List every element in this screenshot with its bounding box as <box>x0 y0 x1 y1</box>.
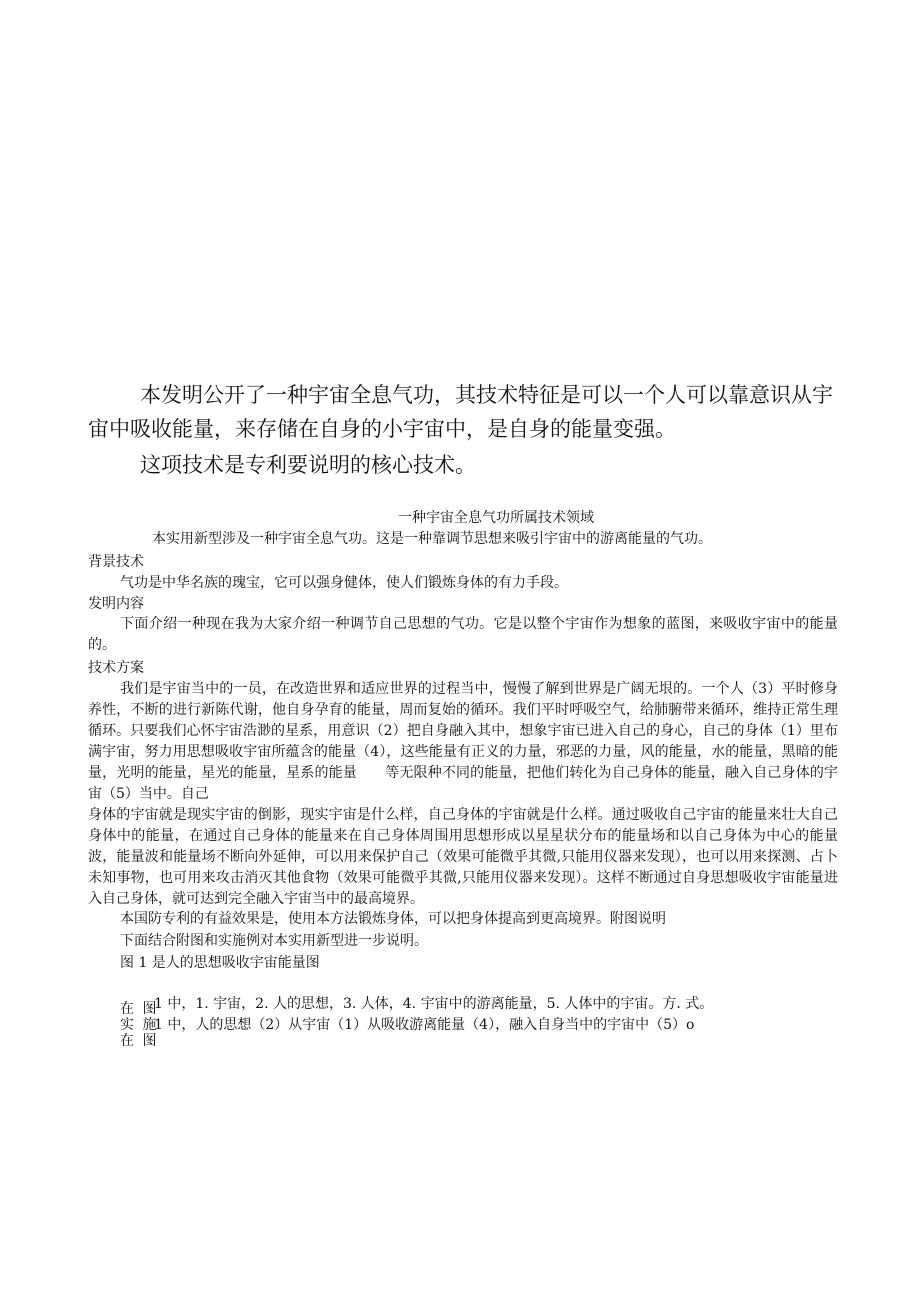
background-text: 气功是中华名族的瑰宝，它可以强身健体，使人们锻炼身体的有力手段。 <box>120 575 568 591</box>
field-text: 本实用新型涉及一种宇宙全息气功。这是一种靠调节思想来吸引宇宙中的游离能量的气功。 <box>152 531 712 547</box>
section-title: 一种宇宙全息气功所属技术领域 <box>398 510 594 526</box>
abstract-paragraph: 本发明公开了一种宇宙全息气功，其技术特征是可以一个人可以靠意识从宇宙中吸收能量，来存储在自身的小宇宙中，是自身的能量变强。 <box>88 383 833 441</box>
abstract <box>88 378 838 482</box>
abstract-core-statement: 这项技术是专利要说明的核心技术。 <box>140 453 476 477</box>
background-heading: 背景技术 <box>88 554 144 570</box>
figure-caption: 图 1 是人的思想吸收宇宙能量图 <box>120 955 320 971</box>
scheme-text-part-1: 我们是宇宙当中的一员，在改造世界和适应世界的过程当中，慢慢了解到世界是广阔无垠的。一个人（3）平时修身养性，不断的进行新陈代谢，他自身孕育的能量，周而复始的循环。我们平时呼吸空气，给肺腑带来循环，维持正常生理循环。只要我们心怀宇宙浩渺的星系，用意识（2）把自身融入其中，想象宇宙已进入自己的身心，自己的身体（1）里布满宇宙，努力用思想吸收宇宙所蕴含的能量（4），这些能量有正义的力量，邪恶的力量，风的能量，水的能量，黑暗的能量，光明的能量，星光的能量，星系的能量 等无限种不同的能量，把他们转化为自己身体的能量，融入自己身体的宇宙（5）当中。自己 <box>88 681 838 802</box>
figure-intro: 下面结合附图和实施例对本实用新型进一步说明。 <box>120 933 428 949</box>
scheme-text-part-2: 身体的宇宙就是现实宇宙的倒影，现实宇宙是什么样，自己身体的宇宙就是什么样。通过吸收自己宇宙的能量来壮大自己身体中的能量，在通过自己身体的能量来在自己身体周围用思想形成以星星状分布的能量场和以自己身体为中心的能量波，能量波和能量场不断向外延伸，可以用来保护自己（效果可能微乎其微,只能用仪器来发现），也可以用来探测、占卜未知事物，也可用来攻击消灭其他食物（效果可能微乎其微,只能用仪器来发现）。这样不断通过自身思想吸收宇宙能量进入自己身体，就可达到完全融入宇宙当中的最高境界。 <box>88 807 838 907</box>
content-heading: 发明内容 <box>88 596 144 612</box>
figure-legend: 1 中，1. 宇宙，2. 人的思想，3. 人体，4. 宇宙中的游离能量，5. 人体中的宇宙。方. 式。 <box>154 996 714 1012</box>
figure-label: 在 图 <box>120 1033 159 1049</box>
scheme-heading: 技术方案 <box>88 660 144 676</box>
implementation-description: 1 中，人的思想（2）从宇宙（1）从吸收游离能量（4），融入自身当中的宇宙中（5）o <box>154 1017 695 1033</box>
benefit-text: 本国防专利的有益效果是，使用本方法锻炼身体，可以把身体提高到更高境界。附图说明 <box>120 911 666 927</box>
content-text: 下面介绍一种现在我为大家介绍一种调节自己思想的气功。它是以整个宇宙作为想象的蓝图，来吸收宇宙中的能量的。 <box>88 616 838 653</box>
implementation-label: 实 施 <box>120 1017 159 1033</box>
figure-label: 在 图 <box>120 1001 159 1017</box>
